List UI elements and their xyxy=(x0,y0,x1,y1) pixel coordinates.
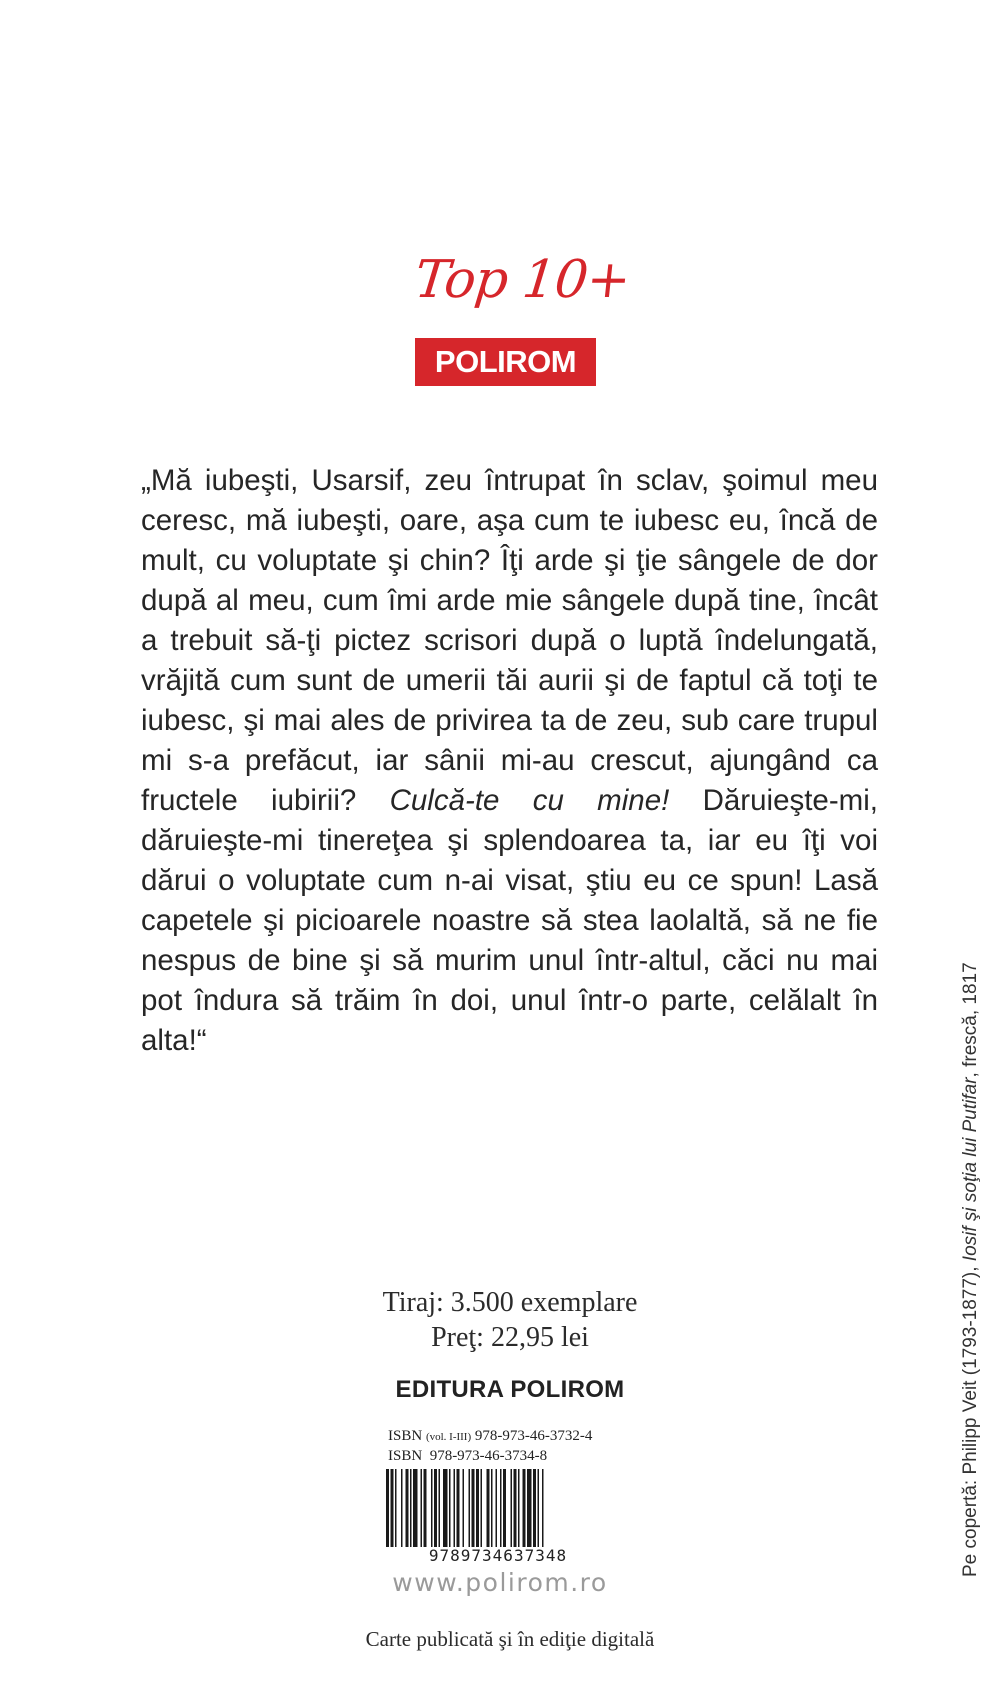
barcode-bar xyxy=(514,1469,517,1547)
barcode-bar xyxy=(424,1469,427,1547)
barcode-bar xyxy=(472,1469,475,1547)
website: www.polirom.ro xyxy=(392,1568,608,1597)
barcode-digits: 9789734637348 xyxy=(428,1546,568,1565)
isbn-set-label: ISBN xyxy=(388,1428,423,1444)
back-cover-blurb xyxy=(141,461,878,1061)
barcode-bar xyxy=(443,1469,448,1547)
barcode-bar xyxy=(496,1469,498,1547)
barcode-bar xyxy=(395,1469,397,1547)
cover-credit-suffix: , frescă, 1817 xyxy=(960,962,981,1078)
barcode-bar xyxy=(434,1469,437,1547)
price: Preţ: 22,95 lei xyxy=(431,1322,589,1353)
barcode-bar xyxy=(542,1469,544,1547)
barcode-bar xyxy=(487,1469,490,1547)
barcode-bar xyxy=(523,1469,526,1547)
barcode-bar xyxy=(391,1469,394,1547)
barcode-bar xyxy=(431,1469,433,1547)
blurb-emphasis: Culcă-te cu mine! xyxy=(389,784,670,817)
blurb-text-end: Dăruieşte-mi, dăruieşte-mi tinereţea şi splendoarea ta, iar eu îţi voi dărui o voluptate cum n-ai visat, ştiu eu ce spun! Lasă capetele şi picioarele noastre să stea laolaltă, să ne fie nespus de bine şi să murim unul într-altul, căci nu mai pot îndura să trăim în doi, unul într-o parte, celălalt în alta!“ xyxy=(141,784,878,1057)
barcode-bar xyxy=(491,1469,493,1547)
barcode-bar xyxy=(410,1469,412,1547)
barcode-bar xyxy=(421,1469,423,1547)
barcode-bar xyxy=(406,1469,409,1547)
barcode-bar xyxy=(481,1469,483,1547)
cover-credit-prefix: Pe copertă: Philipp Veit (1793-1877), xyxy=(960,1261,981,1577)
barcode-bar xyxy=(413,1469,418,1547)
barcode-bar xyxy=(449,1469,451,1547)
blurb-text-start: „Mă iubeşti, Usarsif, zeu întrupat în sclav, şoimul meu ceresc, mă iubeşti, oare, aşa cum te iubesc eu, încă de mult, cu voluptate şi chin? Îţi arde şi ţie sângele de dor după al meu, cum îmi arde mie sângele după tine, încât a trebuit să-ţi pictez scrisori după o luptă îndelungată, vrăjită cum sunt de umerii tăi aurii şi de faptul că toţi te iubesc, şi mai ales de privirea ta de zeu, sub care trupul mi s-a prefăcut, iar sânii mi-au crescut, ajungând ca fructele iubirii? xyxy=(141,464,878,817)
cover-credit-title: Iosif şi soţia lui Putifar xyxy=(960,1077,981,1262)
cover-credit xyxy=(960,837,982,1577)
print-run: Tiraj: 3.500 exemplare xyxy=(382,1287,638,1318)
barcode-bar xyxy=(533,1469,536,1547)
barcode-bar xyxy=(401,1469,403,1547)
isbn-number: 978-973-46-3734-8 xyxy=(429,1448,548,1464)
barcode-bar xyxy=(469,1469,471,1547)
barcode xyxy=(384,1469,612,1547)
isbn-volume xyxy=(388,1448,547,1465)
barcode-bar xyxy=(386,1469,389,1547)
publisher-name: EDITURA POLIROM xyxy=(395,1376,625,1403)
barcode-bar xyxy=(527,1469,532,1547)
barcode-bar xyxy=(463,1469,465,1547)
publisher-badge: POLIROM xyxy=(415,338,596,386)
barcode-bar xyxy=(454,1469,456,1547)
barcode-bar xyxy=(518,1469,520,1547)
barcode-bar xyxy=(476,1469,479,1547)
barcode-bar xyxy=(500,1469,502,1547)
isbn-set xyxy=(388,1428,592,1445)
isbn-label: ISBN xyxy=(388,1448,423,1464)
barcode-bar xyxy=(538,1469,540,1547)
isbn-set-volumes: (vol. I-III) xyxy=(425,1431,472,1443)
barcode-bar xyxy=(511,1469,513,1547)
digital-edition-note: Carte publicată şi în ediţie digitală xyxy=(365,1627,655,1651)
barcode-bar xyxy=(439,1469,441,1547)
barcode-bar xyxy=(457,1469,460,1547)
series-logo: Top 10+ xyxy=(411,250,633,310)
barcode-bar xyxy=(503,1469,506,1547)
isbn-set-number: 978-973-46-3732-4 xyxy=(474,1428,593,1444)
